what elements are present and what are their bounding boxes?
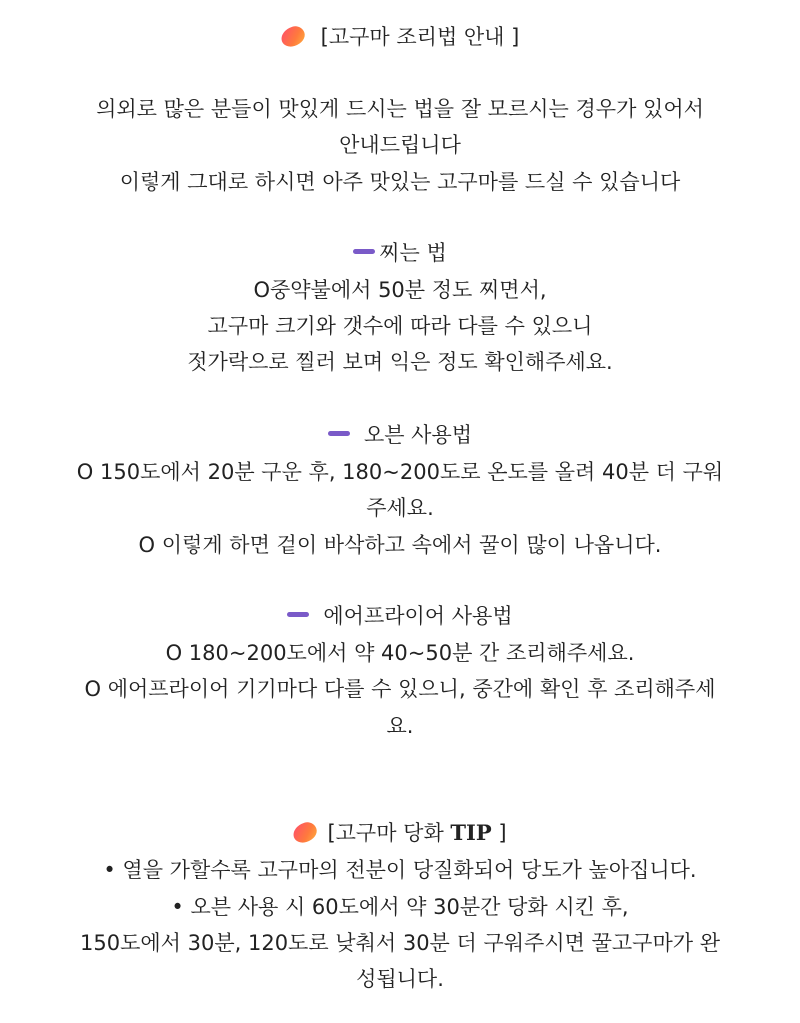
purple-bar-icon <box>287 612 309 617</box>
header-title-row <box>0 22 800 52</box>
oven-line-2: 주세요. <box>366 496 434 520</box>
intro-line-2: 안내드립니다 <box>339 133 461 157</box>
airfryer-line-1: O 180~200도에서 약 40~50분 간 조리해주세요. <box>165 641 635 665</box>
tip-title-word: TIP <box>450 820 492 845</box>
airfryer-line-3: 요. <box>386 714 414 738</box>
tip-line-3: 150도에서 30분, 120도로 낮춰서 30분 더 구워주시면 꿀고구마가 완 <box>80 931 720 955</box>
tip-title-prefix: [고구마 당화 <box>327 821 451 845</box>
tip-line-1: • 열을 가할수록 고구마의 전분이 당질화되어 당도가 높아집니다. <box>103 858 697 882</box>
tip-line-2: • 오븐 사용 시 60도에서 약 30분간 당화 시킨 후, <box>171 895 629 919</box>
steam-line-1: O중약불에서 50분 정도 찌면서, <box>253 278 547 302</box>
header-title: [고구마 조리법 안내 ] <box>320 25 520 49</box>
intro-line-3: 이렇게 그대로 하시면 아주 맛있는 고구마를 드실 수 있습니다 <box>119 170 681 194</box>
airfryer-section-title <box>0 601 800 631</box>
oven-line-3: O 이렇게 하면 겉이 바삭하고 속에서 꿀이 많이 나옵니다. <box>138 533 662 557</box>
steam-section-title <box>0 238 800 268</box>
steam-title: 찌는 법 <box>379 241 447 265</box>
oven-line-1: O 150도에서 20분 구운 후, 180~200도로 온도를 올려 40분 더 구워 <box>76 460 724 484</box>
intro-line-1: 의외로 많은 분들이 맛있게 드시는 법을 잘 모르시는 경우가 있어서 <box>96 97 704 121</box>
tip-title-suffix: ] <box>491 821 507 845</box>
oven-section-title <box>0 420 800 450</box>
purple-bar-icon <box>328 431 350 436</box>
sweet-potato-icon <box>291 820 320 845</box>
airfryer-line-2: O 에어프라이어 기기마다 다를 수 있으니, 중간에 확인 후 조리해주세 <box>84 677 716 701</box>
steam-line-2: 고구마 크기와 갯수에 따라 다를 수 있으니 <box>207 314 593 338</box>
airfryer-title: 에어프라이어 사용법 <box>323 604 513 628</box>
steam-line-3: 젓가락으로 찔러 보며 익은 정도 확인해주세요. <box>187 350 613 374</box>
tip-line-4: 성됩니다. <box>356 967 444 991</box>
sweet-potato-icon <box>278 24 307 49</box>
purple-bar-icon <box>353 249 375 254</box>
tip-title-row <box>0 818 800 848</box>
oven-title: 오븐 사용법 <box>363 423 473 447</box>
